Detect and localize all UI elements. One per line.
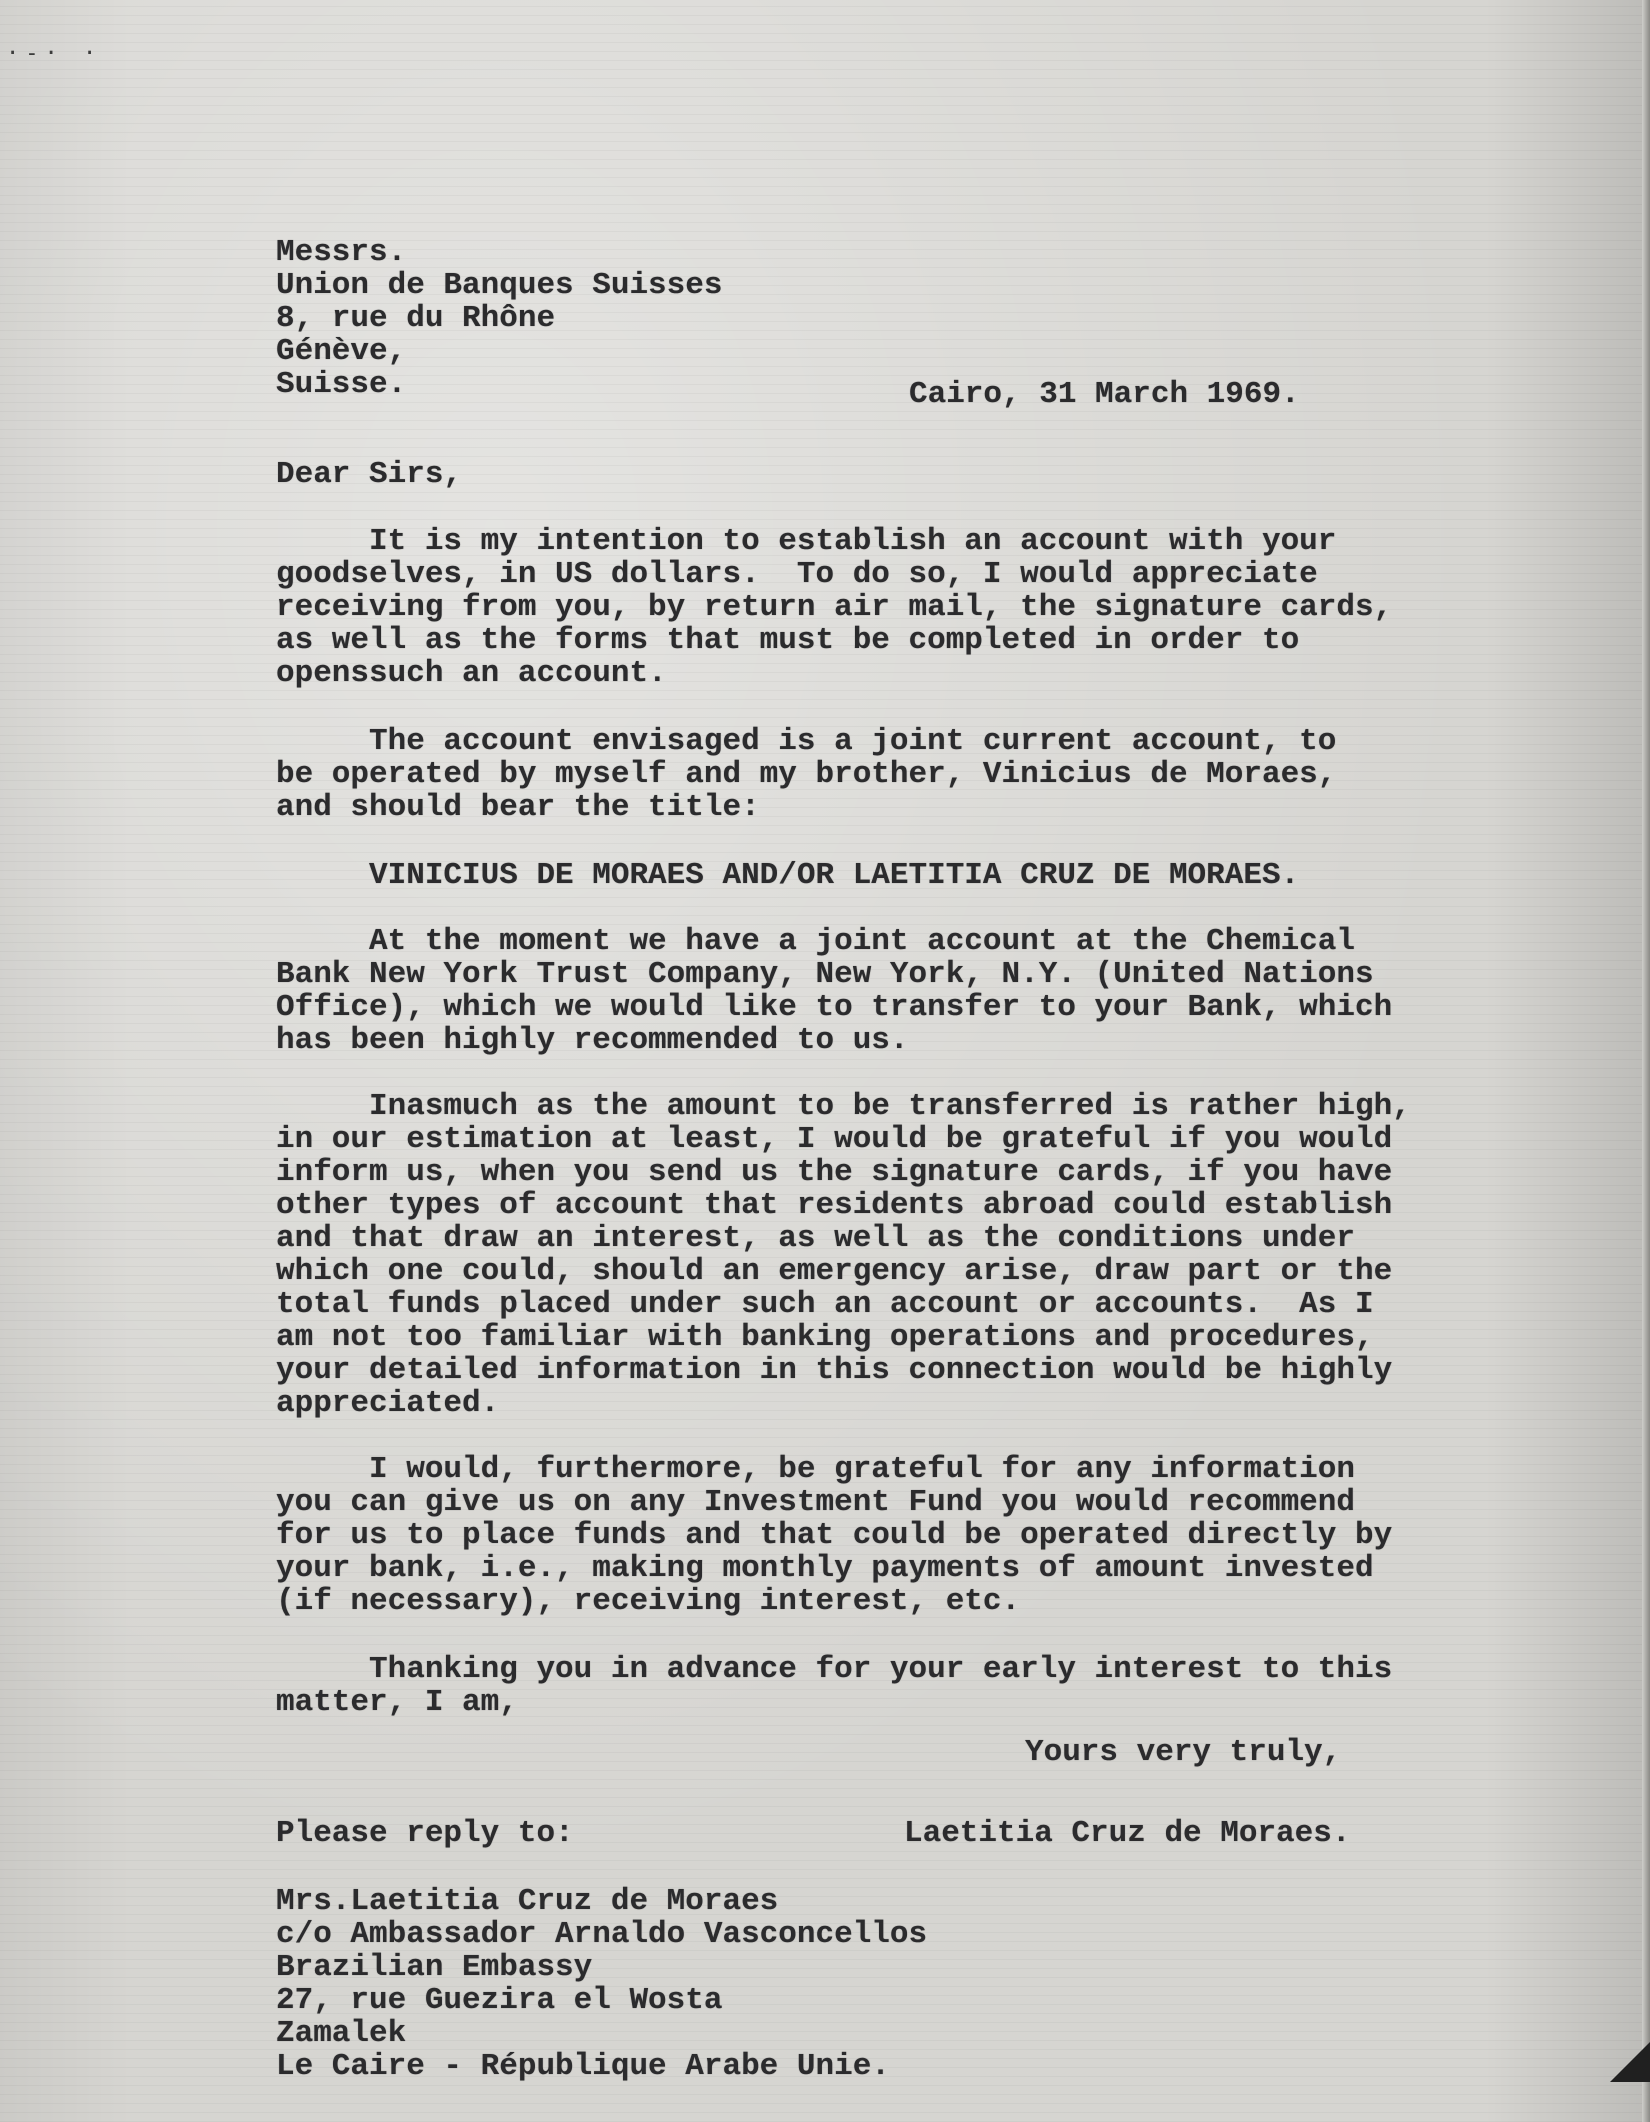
paper-edge (1642, 0, 1650, 2122)
paragraph-line: inform us, when you send us the signature cards, if you have (276, 1155, 1393, 1190)
paragraph-line: be operated by myself and my brother, Vinicius de Moraes, (276, 757, 1337, 792)
paragraph-line: you can give us on any Investment Fund you would recommend (276, 1485, 1355, 1520)
paragraph-line: and should bear the title: (276, 790, 760, 825)
paragraph-1 (276, 525, 1392, 690)
dateline: Cairo, 31 March 1969. (909, 377, 1300, 412)
paragraph-4 (276, 1090, 1411, 1420)
recipient-line: Suisse. (276, 367, 407, 402)
account-title-line: VINICIUS DE MORAES AND/OR LAETITIA CRUZ DE MORAES. (276, 858, 1300, 893)
reply-address-line: Brazilian Embassy (276, 1950, 593, 1985)
reply-address-line: Mrs.Laetitia Cruz de Moraes (276, 1884, 779, 1919)
page-corner (1610, 2042, 1650, 2082)
recipient-address (276, 236, 722, 401)
signature-name: Laetitia Cruz de Moraes. (904, 1816, 1351, 1851)
recipient-line: Messrs. (276, 235, 407, 270)
paragraph-3 (276, 925, 1392, 1057)
paragraph-line: I would, furthermore, be grateful for any information (276, 1452, 1355, 1487)
paragraph-line: am not too familiar with banking operations and procedures, (276, 1320, 1374, 1355)
paragraph-line: other types of account that residents abroad could establish (276, 1188, 1393, 1223)
paragraph-line: has been highly recommended to us. (276, 1023, 909, 1058)
salutation: Dear Sirs, (276, 457, 463, 492)
paragraph-line: for us to place funds and that could be operated directly by (276, 1518, 1393, 1553)
recipient-line: Union de Banques Suisses (276, 268, 723, 303)
paragraph-line: in our estimation at least, I would be grateful if you would (276, 1122, 1393, 1157)
closing: Yours very truly, (1025, 1735, 1342, 1770)
reply-label: Please reply to: (276, 1816, 574, 1851)
reply-address-line: Zamalek (276, 2016, 407, 2051)
paragraph-line: goodselves, in US dollars. To do so, I would appreciate (276, 557, 1318, 592)
paragraph-line: as well as the forms that must be completed in order to (276, 623, 1300, 658)
paragraph-line: Thanking you in advance for your early interest to this (276, 1652, 1393, 1687)
paragraph-line: The account envisaged is a joint current account, to (276, 724, 1337, 759)
recipient-line: 8, rue du Rhône (276, 301, 556, 336)
recipient-line: Génève, (276, 334, 407, 369)
staple-mark: ·‐· · (6, 41, 103, 66)
paragraph-line: openssuch an account. (276, 656, 667, 691)
paragraph-line: your detailed information in this connection would be highly (276, 1353, 1393, 1388)
reply-address-line: 27, rue Guezira el Wosta (276, 1983, 723, 2018)
paragraph-line: At the moment we have a joint account at the Chemical (276, 924, 1355, 959)
paragraph-line: your bank, i.e., making monthly payments of amount invested (276, 1551, 1374, 1586)
reply-address-line: Le Caire - République Arabe Unie. (276, 2049, 890, 2084)
paragraph-line: Inasmuch as the amount to be transferred is rather high, (276, 1089, 1411, 1124)
paragraph-5 (276, 1453, 1392, 1618)
paragraph-line: It is my intention to establish an account with your (276, 524, 1337, 559)
paragraph-line: (if necessary), receiving interest, etc. (276, 1584, 1021, 1619)
paragraph-line: appreciated. (276, 1386, 500, 1421)
paragraph-line: Office), which we would like to transfer to your Bank, which (276, 990, 1393, 1025)
paragraph-6 (276, 1653, 1392, 1719)
reply-address (276, 1885, 927, 2083)
paragraph-line: receiving from you, by return air mail, the signature cards, (276, 590, 1393, 625)
paragraph-line: which one could, should an emergency arise, draw part or the (276, 1254, 1393, 1289)
paragraph-2 (276, 725, 1336, 824)
reply-address-line: c/o Ambassador Arnaldo Vasconcellos (276, 1917, 928, 1952)
paragraph-line: Bank New York Trust Company, New York, N.Y. (United Nations (276, 957, 1374, 992)
paragraph-line: matter, I am, (276, 1685, 518, 1720)
paragraph-line: total funds placed under such an account or accounts. As I (276, 1287, 1374, 1322)
paragraph-line: and that draw an interest, as well as the conditions under (276, 1221, 1355, 1256)
